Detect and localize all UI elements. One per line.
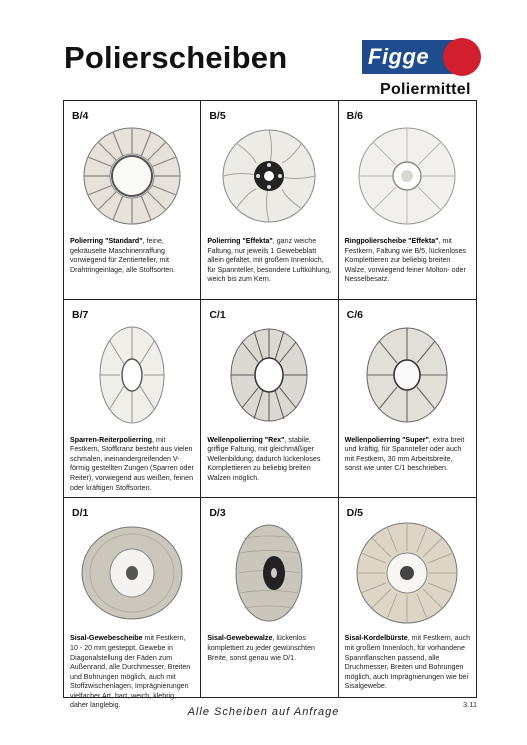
product-description xyxy=(70,634,195,711)
product-text: , feine, gekräuselte Maschinenraffung vorwiegend für Zentierteller, mit Drahtringeinlage, alle Stoffsorten. xyxy=(70,237,176,274)
product-code: D/1 xyxy=(72,507,89,520)
footer-note: Alle Scheiben auf Anfrage xyxy=(187,706,340,718)
product-description xyxy=(207,634,332,663)
product-description xyxy=(207,436,332,484)
product-text: , lückenlos komplettiert zu jeder gewünschten Breite, sonst genau wie D/1. xyxy=(207,634,315,662)
product-description xyxy=(345,436,471,474)
wheel-soft-icon xyxy=(352,121,462,231)
product-text: mit Festkern, 10 - 20 mm gesteppt, Gewebe in Diagonalstellung der Fäden zum Außenrand, alle Durchmesser, Breiten und Bohrungen möglich, auch mit Stoffzwischenlagen, Imprägnierungen vielfacher Art, hart, weich, klebrig, daher langlebig. xyxy=(70,634,191,710)
product-code: B/6 xyxy=(346,110,363,122)
product-cell xyxy=(64,101,201,300)
product-description xyxy=(70,237,195,275)
product-code: B/5 xyxy=(209,110,226,122)
product-cell xyxy=(64,498,201,710)
product-image xyxy=(64,121,200,231)
product-code: B/7 xyxy=(72,308,89,321)
product-image xyxy=(201,121,337,231)
product-description xyxy=(207,237,332,285)
product-cell xyxy=(339,498,476,697)
product-name: Sisal-Gewebescheibe xyxy=(70,634,143,643)
product-code: D/5 xyxy=(346,507,363,520)
product-code: C/1 xyxy=(209,308,226,321)
product-image xyxy=(64,518,200,628)
product-description xyxy=(345,237,471,285)
page-title: Polierscheiben xyxy=(64,40,288,75)
product-name: Wellenpolierring "Super" xyxy=(344,435,429,444)
product-image xyxy=(201,518,337,628)
product-cell xyxy=(339,300,476,499)
product-text: , mit Festkern, Stoffkranz besteht aus vielen schmalen, ineinandergreifenden V-förmig gestellten Zungen (Sparren oder Reiter), vorwiegend aus weißen, feinen oder kräftigen Stoffsorten. xyxy=(70,435,194,492)
product-image xyxy=(64,320,200,430)
wheel-cord-brush-icon xyxy=(352,518,462,628)
wheel-pleated-wide-icon xyxy=(352,320,462,430)
product-code: D/3 xyxy=(209,507,226,520)
product-image xyxy=(201,320,337,430)
product-text: , ganz weiche Faltung, nur jeweils 1 Gewebeblatt allein gefaltet, mit großem Innenloch, für Spannteller, besondere Luftkühlung, weich bis zum Kern. xyxy=(207,237,332,284)
logo-brand-name: Figge xyxy=(368,44,430,69)
product-code: C/6 xyxy=(346,308,363,321)
product-cell xyxy=(339,101,476,300)
product-name: Sparren-Reiterpolierring xyxy=(70,435,152,444)
wheel-rafters-icon xyxy=(77,320,187,430)
product-name: Sisal-Gewebewalze xyxy=(207,634,273,643)
wheel-airway-icon xyxy=(214,121,324,231)
wheel-crinkled-icon xyxy=(77,121,187,231)
product-cell xyxy=(201,300,338,499)
wheel-sisal-roller-icon xyxy=(214,518,324,628)
product-name: Polierring "Effekta" xyxy=(207,237,273,245)
product-text: , stabile, griffige Faltung, mit gleichmäßiger Wellenbildung; dadurch lückenloses Komplettieren zu beliebig breiten Walzen möglich. xyxy=(207,435,321,483)
product-cell xyxy=(201,498,338,697)
page-number: 3.11 xyxy=(463,700,478,709)
product-image xyxy=(339,518,476,628)
product-name: Polierring "Standard" xyxy=(70,237,143,245)
product-text: , mit Festkern, Faltung wie B/5, lückenloses Komplettieren zur beliebig breiten Walze, vorwiegend feiner Molton- oder Nesselbesatz. xyxy=(344,237,467,284)
product-description xyxy=(70,436,195,494)
product-text: , extra breit und kräftig, für Spannteller oder auch mit Festkern, 30 mm Arbeitsbreite, sonst wie unter C/1 beschrieben. xyxy=(344,435,465,473)
product-image xyxy=(339,121,476,231)
product-code: B/4 xyxy=(72,110,89,122)
product-cell xyxy=(64,300,201,499)
product-name: Wellenpolierring "Rex" xyxy=(207,435,285,444)
logo-subtitle: Poliermittel xyxy=(380,81,471,98)
product-description xyxy=(345,634,471,692)
product-name: Ringpolierscheibe "Effekta" xyxy=(344,237,439,245)
product-cell xyxy=(201,101,338,300)
product-image xyxy=(339,320,476,430)
brand-logo xyxy=(360,38,485,100)
logo-circle xyxy=(443,38,481,76)
wheel-sisal-disc-icon xyxy=(77,518,187,628)
wheel-pleated-icon xyxy=(214,320,324,430)
product-text: , mit Festkern, auch mit großem Innenloch, für vorhandene Spannflanschen passend, alle Druchmesser, Breiten und Bohrungen möglich, auch Imprägnierungen wie bei Sisalgewebe. xyxy=(344,634,471,691)
product-name: Sisal-Kordelbürste xyxy=(344,634,408,643)
